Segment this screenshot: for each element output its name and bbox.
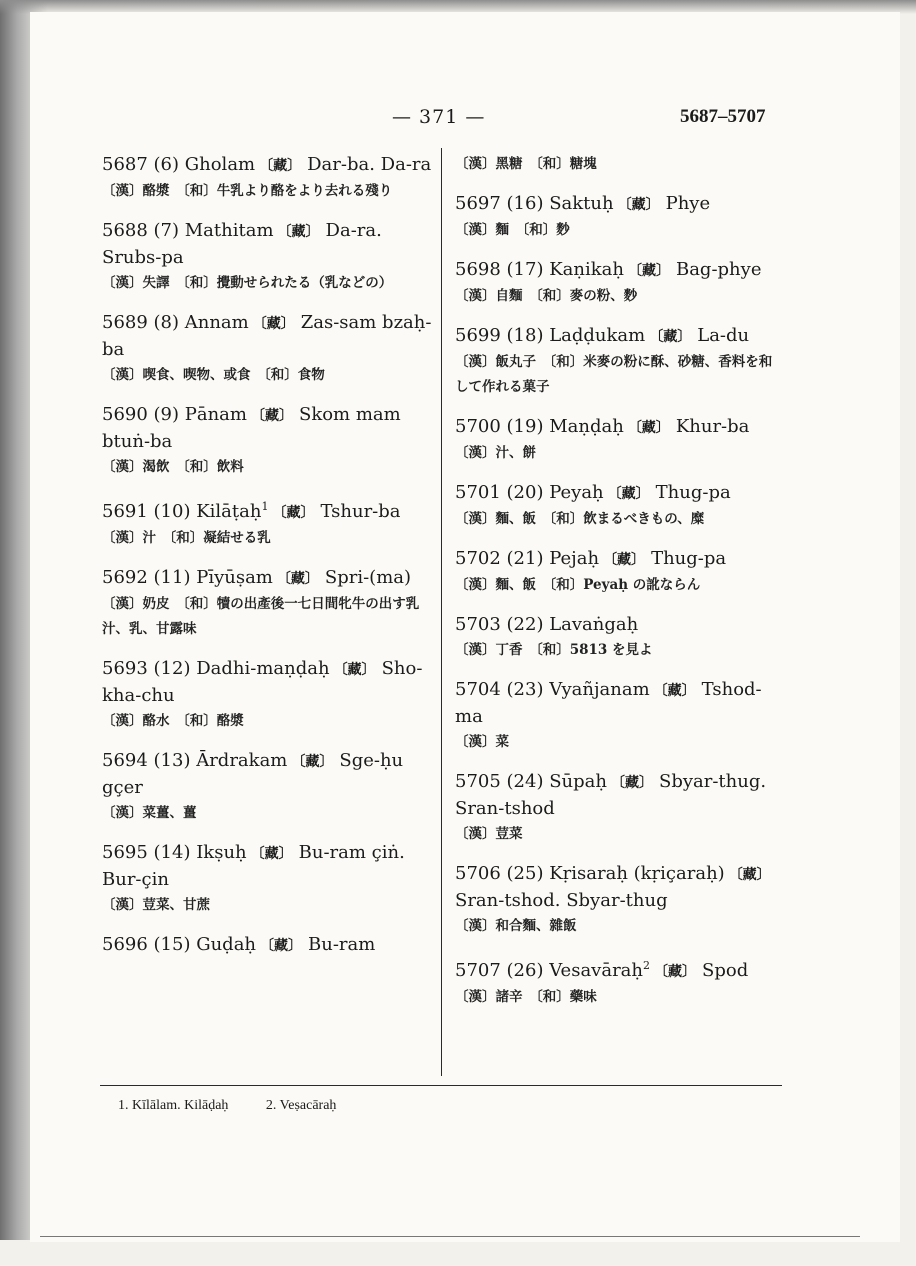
- entry-head: 5705 (24) Sūpaḥ: [455, 771, 607, 792]
- entry-head: 5706 (25) Kṛisaraḥ (kṛiçaraḥ): [455, 863, 725, 884]
- entry-head: 5690 (9) Pānam: [102, 404, 247, 425]
- tibetan-label: 〔藏〕: [610, 775, 653, 791]
- entry-gloss: 〔漢〕麵、飯 〔和〕飲まるべきもの、糜: [455, 511, 705, 527]
- entry-5702: [455, 546, 785, 598]
- tibetan-term: Sbyar-thug. Sran-tshod: [455, 771, 767, 819]
- footnote-marker: 1: [261, 500, 269, 513]
- tibetan-label: 〔藏〕: [617, 197, 660, 213]
- footnote-marker: 2: [643, 959, 650, 972]
- entry-5688: [102, 218, 432, 296]
- entry-head: 5704 (23) Vyañjanam: [455, 679, 650, 700]
- tibetan-term: Sran-tshod. Sbyar-thug: [455, 890, 668, 911]
- tibetan-term: Tshod-ma: [455, 679, 762, 727]
- column-divider: [441, 148, 442, 1076]
- entry-5704: [455, 677, 785, 755]
- tibetan-term: Zas-sam bzaḥ-ba: [102, 312, 432, 360]
- entry-head: 5696 (15) Guḍaḥ: [102, 934, 257, 955]
- entry-head: 5699 (18) Laḍḍukam: [455, 325, 646, 346]
- entry-5700: [455, 414, 785, 466]
- entry-head: 5697 (16) Saktuḥ: [455, 193, 614, 214]
- entry-5689: [102, 310, 432, 388]
- entry-5696-continued: [455, 152, 785, 177]
- entry-5705: [455, 769, 785, 847]
- entry-gloss: 〔漢〕麵、飯 〔和〕Peyaḥ の訛ならん: [455, 577, 701, 593]
- entry-gloss: 〔漢〕失譯 〔和〕攪動せられたる（乳などの）: [102, 275, 393, 291]
- tibetan-term: Phye: [665, 193, 711, 214]
- entry-5690: [102, 402, 432, 480]
- tibetan-label: 〔藏〕: [333, 662, 376, 678]
- tibetan-label: 〔藏〕: [250, 846, 293, 862]
- tibetan-label: 〔藏〕: [252, 316, 295, 332]
- tibetan-term: Bu-ram çiṅ. Bur-çin: [102, 842, 405, 890]
- tibetan-term: Da-ra. Srubs-pa: [102, 220, 382, 268]
- entry-head: 5695 (14) Ikṣuḥ: [102, 842, 247, 863]
- tibetan-label: 〔藏〕: [291, 754, 334, 770]
- entry-gloss: 〔漢〕汁 〔和〕凝結せる乳: [102, 530, 271, 546]
- entry-gloss: 〔漢〕丁香 〔和〕5813 を見よ: [455, 642, 653, 658]
- entry-head: 5703 (22) Lavaṅgaḥ: [455, 614, 639, 635]
- entry-head: 5707 (26) Vesavāraḥ: [455, 960, 643, 981]
- entry-gloss: 〔漢〕自麵 〔和〕麥の粉、麨: [455, 288, 638, 304]
- entry-range: 5687–5707: [680, 106, 766, 127]
- entry-5694: [102, 748, 432, 826]
- entry-5699: [455, 323, 785, 400]
- tibetan-label: 〔藏〕: [653, 683, 696, 699]
- entry-gloss: 〔漢〕酪漿 〔和〕牛乳より酪をより去れる殘り: [102, 183, 393, 199]
- entry-gloss: 〔漢〕奶皮 〔和〕犢の出產後一七日間牝牛の出す乳汁、乳、甘露味: [102, 596, 420, 637]
- entry-5706: [455, 861, 785, 939]
- entry-5696: [102, 932, 432, 959]
- entry-head: 5688 (7) Mathitam: [102, 220, 274, 241]
- tibetan-label: 〔藏〕: [654, 964, 696, 980]
- tibetan-label: 〔藏〕: [607, 486, 650, 502]
- footnotes: [118, 1098, 370, 1114]
- footnote-2: 2. Veṣacāraḥ: [265, 1098, 337, 1113]
- entry-gloss: 〔漢〕和合麵、雜飯: [455, 918, 577, 934]
- tibetan-term: Spri-(ma): [324, 567, 412, 588]
- entry-head: 5691 (10) Kilāṭaḥ: [102, 501, 262, 522]
- tibetan-label: 〔藏〕: [603, 552, 646, 568]
- entry-gloss: 〔漢〕諸辛 〔和〕藥味: [455, 989, 597, 1005]
- tibetan-label: 〔藏〕: [627, 420, 670, 436]
- tibetan-term: Spod: [702, 960, 749, 981]
- entry-5697: [455, 191, 785, 243]
- entry-5701: [455, 480, 785, 532]
- tibetan-term: Bag-phye: [675, 259, 762, 280]
- entry-5703: [455, 612, 785, 663]
- footnote-rule: [100, 1085, 782, 1086]
- tibetan-term: Sge-ḥu gçer: [102, 750, 404, 798]
- tibetan-term: Skom mam btuṅ-ba: [102, 404, 401, 452]
- tibetan-label: 〔藏〕: [276, 571, 319, 587]
- entry-gloss: 〔漢〕汁、餅: [455, 445, 536, 461]
- entry-gloss: 〔漢〕飯丸子 〔和〕米麥の粉に酥、砂糖、香料を和して作れる菓子: [455, 354, 773, 395]
- left-column: [102, 152, 432, 973]
- tibetan-term: Dar-ba. Da-ra: [307, 154, 432, 175]
- entry-5693: [102, 656, 432, 734]
- entry-5695: [102, 840, 432, 918]
- tibetan-label: 〔藏〕: [250, 408, 293, 424]
- entry-head: 5698 (17) Kaṇikaḥ: [455, 259, 624, 280]
- entry-head: 5702 (21) Pejaḥ: [455, 548, 600, 569]
- page-number: — 371 —: [392, 106, 486, 128]
- footnote-1: 1. Kīlālam. Kilāḍaḥ: [118, 1098, 229, 1113]
- tibetan-term: Sho-kha-chu: [102, 658, 423, 706]
- entry-head: 5692 (11) Pīyūṣam: [102, 567, 273, 588]
- tibetan-term: Khur-ba: [675, 416, 750, 437]
- tibetan-term: Bu-ram: [308, 934, 376, 955]
- entry-5687: [102, 152, 432, 204]
- entry-head: 5700 (19) Maṇḍaḥ: [455, 416, 624, 437]
- right-column: [455, 152, 785, 1024]
- entry-gloss: 〔漢〕喫食、喫物、或食 〔和〕食物: [102, 367, 325, 383]
- entry-head: 5689 (8) Annam: [102, 312, 249, 333]
- tibetan-term: Thug-pa: [655, 482, 731, 503]
- tibetan-term: La-du: [697, 325, 750, 346]
- entry-head: 5693 (12) Dadhi-maṇḍaḥ: [102, 658, 330, 679]
- entry-gloss: 〔漢〕菜薑、薑: [102, 805, 197, 821]
- entry-gloss: 〔漢〕酪水 〔和〕酪漿: [102, 713, 244, 729]
- entry-head: 5701 (20) Peyaḥ: [455, 482, 604, 503]
- entry-gloss: 〔漢〕荳菜: [455, 826, 523, 842]
- tibetan-label: 〔藏〕: [627, 263, 670, 279]
- entry-gloss: 〔漢〕麵 〔和〕麨: [455, 222, 570, 238]
- tibetan-label: 〔藏〕: [649, 329, 692, 345]
- entry-5698: [455, 257, 785, 309]
- entry-5707: [455, 953, 785, 1010]
- entry-gloss: 〔漢〕黑糖 〔和〕糖塊: [455, 156, 597, 172]
- tibetan-label: 〔藏〕: [728, 867, 771, 883]
- entry-head: 5694 (13) Ārdrakam: [102, 750, 288, 771]
- entry-gloss: 〔漢〕渴飲 〔和〕飲料: [102, 459, 244, 475]
- entry-5691: [102, 494, 432, 551]
- page-bottom-edge: [40, 1236, 860, 1237]
- tibetan-label: 〔藏〕: [277, 224, 320, 240]
- tibetan-term: Tshur-ba: [320, 501, 401, 522]
- tibetan-term: Thug-pa: [651, 548, 727, 569]
- tibetan-label: 〔藏〕: [259, 158, 302, 174]
- tibetan-label: 〔藏〕: [272, 505, 315, 521]
- tibetan-label: 〔藏〕: [260, 938, 303, 954]
- entry-gloss: 〔漢〕菜: [455, 734, 509, 750]
- entry-gloss: 〔漢〕荳菜、甘蔗: [102, 897, 210, 913]
- entry-head: 5687 (6) Gholam: [102, 154, 256, 175]
- entry-5692: [102, 565, 432, 642]
